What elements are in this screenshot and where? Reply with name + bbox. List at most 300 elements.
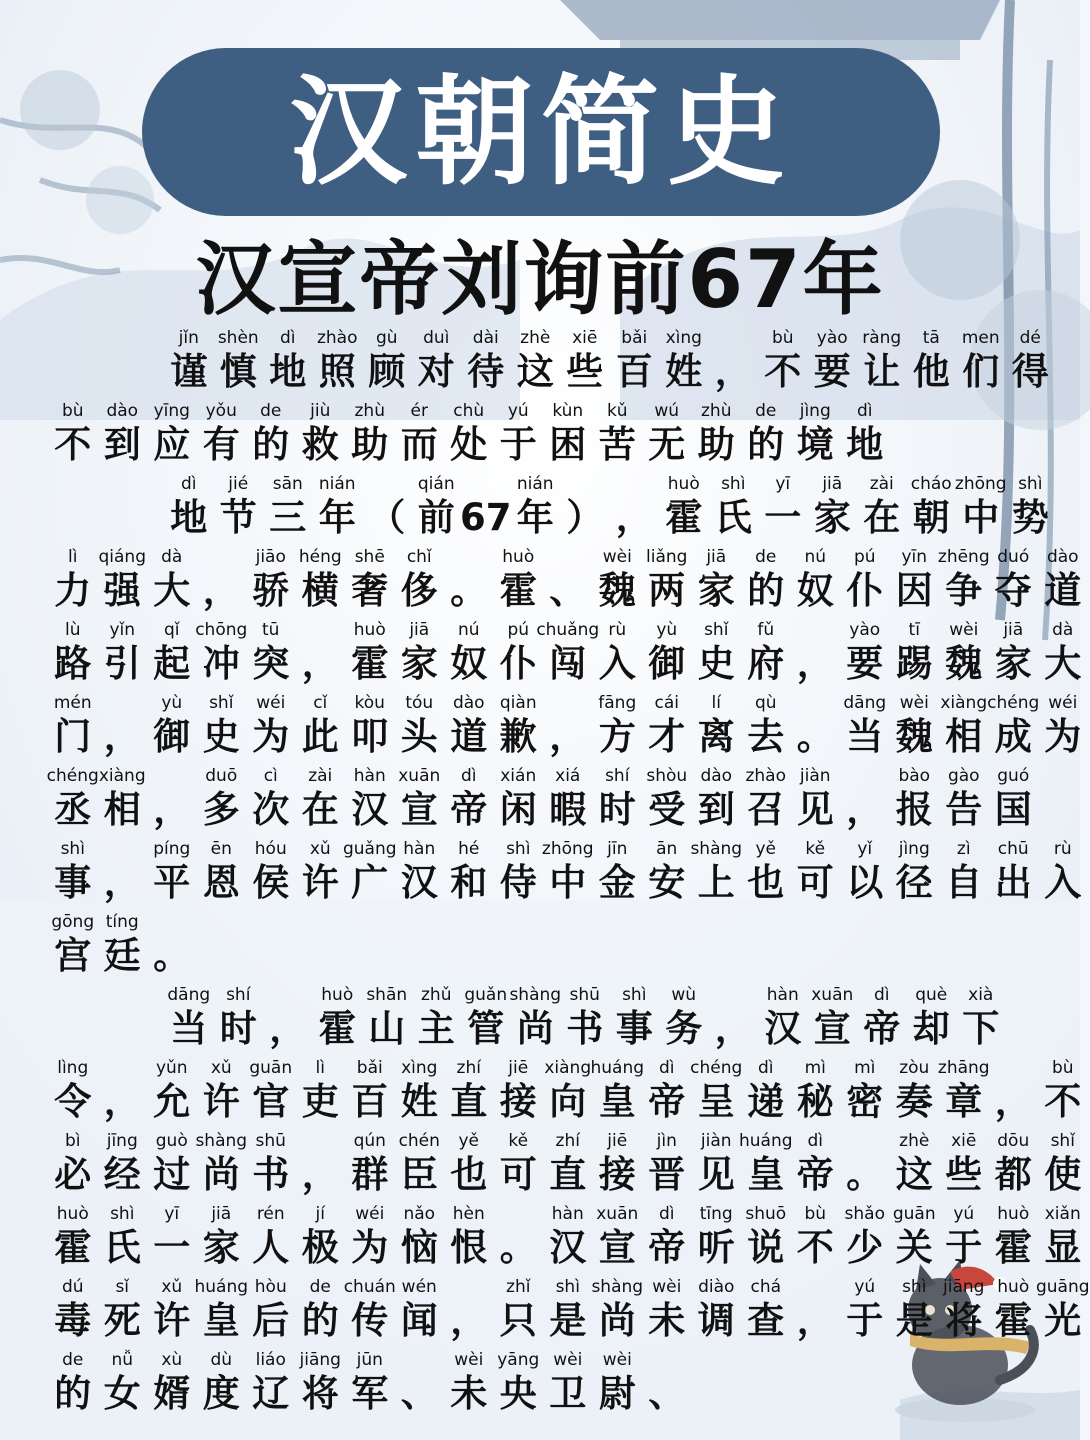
pinyin: tā <box>922 328 940 348</box>
pinyin: yào <box>849 620 881 640</box>
pinyin: wú <box>654 401 680 421</box>
char-cell <box>147 619 197 687</box>
hanzi: 因 <box>895 569 933 612</box>
pinyin: shì <box>1018 474 1043 494</box>
pinyin: zhōng <box>954 474 1007 494</box>
hanzi: ， <box>796 1299 834 1342</box>
hanzi: 可 <box>499 1153 537 1196</box>
hanzi: 百 <box>351 1080 389 1123</box>
hanzi: 也 <box>450 1153 488 1196</box>
pinyin: zhù <box>701 401 732 421</box>
char-cell <box>246 1057 296 1125</box>
char-cell <box>956 984 1006 1052</box>
hanzi: 平 <box>153 861 191 904</box>
char-cell <box>345 1203 395 1271</box>
pinyin: chén <box>398 1131 440 1151</box>
hanzi: 召 <box>747 788 785 831</box>
hanzi: 务 <box>665 1007 703 1050</box>
char-cell <box>345 1057 395 1125</box>
hanzi: 广 <box>351 861 389 904</box>
hanzi: ， <box>549 715 587 758</box>
hanzi: 奴 <box>450 642 488 685</box>
pinyin: dào <box>700 766 733 786</box>
pinyin: yǐn <box>109 620 136 640</box>
hanzi: 家 <box>202 1226 240 1269</box>
pinyin: chǐ <box>406 547 432 567</box>
char-cell <box>593 1203 643 1271</box>
text-line <box>48 979 1038 1052</box>
hanzi: 横 <box>301 569 339 612</box>
pinyin: shì <box>60 839 85 859</box>
char-cell <box>1038 619 1088 687</box>
char-cell <box>593 1276 643 1344</box>
hanzi: 管 <box>467 1007 505 1050</box>
pinyin: yú <box>507 401 529 421</box>
char-cell <box>890 1276 940 1344</box>
pinyin: bì <box>64 1131 81 1151</box>
hanzi: 许 <box>153 1299 191 1342</box>
char-cell <box>659 984 709 1052</box>
pinyin: qiàn <box>499 693 537 713</box>
char-cell <box>412 984 462 1052</box>
char-cell <box>246 1276 296 1344</box>
pinyin: guāng <box>1035 1277 1090 1297</box>
hanzi: 将 <box>301 1372 339 1415</box>
hanzi: 时 <box>219 1007 257 1050</box>
char-cell <box>543 692 593 760</box>
hanzi: 魏 <box>895 715 933 758</box>
char-cell <box>395 1057 445 1125</box>
char-cell <box>840 1276 890 1344</box>
char-cell <box>98 765 148 833</box>
pinyin: huò <box>56 1204 89 1224</box>
pinyin: kǔ <box>606 401 628 421</box>
pinyin: wèi <box>652 1277 682 1297</box>
char-cell <box>296 765 346 833</box>
hanzi: 助 <box>697 423 735 466</box>
pinyin: duì <box>423 328 450 348</box>
char-cell <box>709 984 759 1052</box>
char-cell <box>412 473 462 541</box>
pinyin: huò <box>353 620 386 640</box>
char-cell <box>989 838 1039 906</box>
pinyin: jiē <box>508 1058 529 1078</box>
hanzi: 的 <box>54 1372 92 1415</box>
hanzi: 国 <box>994 788 1032 831</box>
char-cell <box>593 546 643 614</box>
pinyin: dì <box>757 1058 774 1078</box>
hanzi: 丞 <box>54 788 92 831</box>
hanzi: 汉 <box>400 861 438 904</box>
pinyin: xuān <box>811 985 854 1005</box>
pinyin: jiāng <box>299 1350 341 1370</box>
pinyin: cì <box>263 766 278 786</box>
char-cell <box>48 838 98 906</box>
hanzi: 姓 <box>400 1080 438 1123</box>
char-cell <box>313 473 363 541</box>
pinyin: bù <box>771 328 794 348</box>
hanzi: 暇 <box>549 788 587 831</box>
pinyin: wéi <box>355 1204 385 1224</box>
hanzi: 魏 <box>598 569 636 612</box>
pinyin: shèn <box>217 328 259 348</box>
char-cell <box>296 1130 346 1198</box>
char-cell <box>989 1203 1039 1271</box>
hanzi: 家 <box>400 642 438 685</box>
char-cell <box>246 1130 296 1198</box>
hanzi: 帝 <box>863 1007 901 1050</box>
char-cell <box>263 984 313 1052</box>
pinyin: yī <box>775 474 791 494</box>
pinyin: guò <box>155 1131 188 1151</box>
char-cell <box>791 1203 841 1271</box>
char-cell <box>395 1349 445 1417</box>
char-cell <box>263 327 313 395</box>
char-cell <box>48 765 98 833</box>
char-cell <box>738 1130 793 1198</box>
pinyin: wèi <box>454 1350 484 1370</box>
hanzi: 少 <box>846 1226 884 1269</box>
pinyin: kě <box>508 1131 529 1151</box>
pinyin: pú <box>853 547 876 567</box>
hanzi: 67 <box>460 496 512 539</box>
hanzi: 见 <box>796 788 834 831</box>
hanzi: ， <box>153 788 191 831</box>
pinyin: de <box>62 1350 84 1370</box>
char-cell <box>709 327 759 395</box>
char-cell <box>791 765 841 833</box>
char-cell <box>808 327 858 395</box>
pinyin: wéi <box>256 693 286 713</box>
hanzi: 氏 <box>103 1226 141 1269</box>
pinyin: huò <box>997 1204 1030 1224</box>
char-cell <box>939 1276 989 1344</box>
char-cell <box>197 1203 247 1271</box>
hanzi: 为 <box>351 1226 389 1269</box>
pinyin: gù <box>375 328 398 348</box>
char-cell <box>593 400 643 468</box>
pinyin: bù <box>61 401 84 421</box>
pinyin: jīng <box>106 1131 138 1151</box>
hanzi: ， <box>714 1007 752 1050</box>
pinyin: jiē <box>607 1131 628 1151</box>
hanzi: 允 <box>153 1080 191 1123</box>
char-cell <box>444 1349 494 1417</box>
char-cell <box>791 400 841 468</box>
hanzi: 夺 <box>994 569 1032 612</box>
pinyin: mì <box>804 1058 826 1078</box>
hanzi: 恼 <box>400 1226 438 1269</box>
pinyin: de <box>755 401 777 421</box>
char-cell <box>560 984 610 1052</box>
pinyin: huò <box>997 1277 1030 1297</box>
pinyin: xiàng <box>98 766 146 786</box>
pinyin: shì <box>721 474 746 494</box>
text-line <box>48 1271 1090 1344</box>
char-cell <box>395 692 445 760</box>
pinyin: yīn <box>901 547 928 567</box>
hanzi: 氏 <box>714 496 752 539</box>
char-cell <box>197 1349 247 1417</box>
hanzi: 让 <box>863 350 901 393</box>
hanzi: 。 <box>450 569 488 612</box>
pinyin: chá <box>750 1277 782 1297</box>
char-cell <box>791 692 841 760</box>
char-cell <box>395 838 445 906</box>
hanzi: 女 <box>103 1372 141 1415</box>
hanzi: 臣 <box>400 1153 438 1196</box>
char-cell <box>840 1130 890 1198</box>
char-cell <box>345 400 395 468</box>
char-cell <box>494 400 544 468</box>
pinyin: guān <box>892 1204 936 1224</box>
char-cell <box>1038 692 1088 760</box>
hanzi: 歉 <box>499 715 537 758</box>
char-cell <box>296 1203 346 1271</box>
pinyin: xìng <box>665 328 702 348</box>
pinyin: zòu <box>899 1058 930 1078</box>
hanzi: ， <box>450 1299 488 1342</box>
char-cell <box>642 1130 692 1198</box>
char-cell <box>197 619 247 687</box>
pinyin: gào <box>947 766 980 786</box>
hanzi: 闲 <box>499 788 537 831</box>
hanzi: 见 <box>697 1153 735 1196</box>
hanzi: 霍 <box>499 569 537 612</box>
char-cell <box>197 1057 247 1125</box>
hanzi: 御 <box>648 642 686 685</box>
char-cell <box>989 1130 1039 1198</box>
pinyin: ān <box>656 839 678 859</box>
hanzi: 些 <box>566 350 604 393</box>
char-cell <box>444 1203 494 1271</box>
char-cell <box>890 1203 940 1271</box>
char-cell <box>197 692 247 760</box>
pinyin: shì <box>110 1204 135 1224</box>
hanzi: 府 <box>747 642 785 685</box>
hanzi: 仆 <box>499 642 537 685</box>
hanzi: 闯 <box>549 642 587 685</box>
hanzi: 年 <box>516 496 554 539</box>
pinyin: jiāng <box>943 1277 985 1297</box>
hanzi: 一 <box>764 496 802 539</box>
char-cell <box>147 546 197 614</box>
char-cell <box>197 400 247 468</box>
hanzi: 自 <box>945 861 983 904</box>
pinyin: shū <box>255 1131 286 1151</box>
pinyin: jiā <box>706 547 727 567</box>
char-cell <box>890 692 940 760</box>
hanzi: 引 <box>103 642 141 685</box>
hanzi: 照 <box>318 350 356 393</box>
char-cell <box>1038 1203 1088 1271</box>
pinyin: shí <box>605 766 630 786</box>
char-cell <box>246 546 296 614</box>
char-cell <box>48 400 98 468</box>
pinyin: fǔ <box>757 620 775 640</box>
hanzi: 皇 <box>747 1153 785 1196</box>
pinyin: qián <box>417 474 455 494</box>
hanzi: 朝 <box>912 496 950 539</box>
hanzi: 密 <box>846 1080 884 1123</box>
hanzi: 要 <box>813 350 851 393</box>
hanzi: 未 <box>450 1372 488 1415</box>
hanzi: 大 <box>1044 642 1082 685</box>
char-cell <box>560 327 610 395</box>
pinyin: chōng <box>195 620 248 640</box>
pinyin: dì <box>856 401 873 421</box>
hanzi: 霍 <box>318 1007 356 1050</box>
char-cell <box>939 765 989 833</box>
char-cell <box>989 1057 1039 1125</box>
hanzi: 。 <box>846 1153 884 1196</box>
char-cell <box>313 327 363 395</box>
pinyin: dào <box>452 693 485 713</box>
hanzi: 地 <box>170 496 208 539</box>
pinyin: dù <box>210 1350 233 1370</box>
pinyin: guǎn <box>464 985 508 1005</box>
char-cell <box>808 984 858 1052</box>
pinyin: dì <box>807 1131 823 1151</box>
hanzi: 尚 <box>516 1007 554 1050</box>
pinyin: xiá <box>555 766 581 786</box>
hanzi: 接 <box>499 1080 537 1123</box>
char-cell <box>907 327 957 395</box>
char-cell <box>989 692 1039 760</box>
pinyin: shē <box>354 547 385 567</box>
pinyin: shì <box>622 985 647 1005</box>
char-cell <box>642 838 692 906</box>
char-cell <box>808 473 858 541</box>
pinyin: tóu <box>405 693 434 713</box>
char-cell <box>692 1057 742 1125</box>
char-cell <box>593 1349 643 1417</box>
hanzi: 为 <box>252 715 290 758</box>
hanzi: 许 <box>202 1080 240 1123</box>
hanzi: 才 <box>648 715 686 758</box>
pinyin: ràng <box>862 328 902 348</box>
pinyin: lìng <box>57 1058 89 1078</box>
char-cell <box>194 1276 249 1344</box>
pinyin: tīng <box>699 1204 733 1224</box>
pinyin: wèi <box>949 620 979 640</box>
hanzi: 而 <box>400 423 438 466</box>
hanzi: 告 <box>945 788 983 831</box>
pinyin: zhào <box>316 328 358 348</box>
hanzi: 书 <box>252 1153 290 1196</box>
pinyin: rén <box>256 1204 285 1224</box>
pinyin: shì <box>555 1277 580 1297</box>
pinyin: dì <box>658 1058 675 1078</box>
hanzi: 霍 <box>994 1299 1032 1342</box>
pinyin: wèi <box>553 1350 583 1370</box>
char-cell <box>543 1276 593 1344</box>
hanzi: 叩 <box>351 715 389 758</box>
char-cell <box>345 692 395 760</box>
hanzi: 的 <box>747 569 785 612</box>
char-cell <box>98 400 148 468</box>
pinyin: zhào <box>745 766 787 786</box>
pinyin: bǎi <box>356 1058 383 1078</box>
pinyin: wéi <box>1048 693 1078 713</box>
hanzi: 这 <box>516 350 554 393</box>
char-cell <box>461 984 511 1052</box>
char-cell <box>1038 1130 1088 1198</box>
text-line <box>48 687 1082 760</box>
char-cell <box>147 1057 197 1125</box>
char-cell <box>345 1130 395 1198</box>
char-cell <box>147 1349 197 1417</box>
pinyin: men <box>961 328 1000 348</box>
pinyin: wèi <box>602 547 632 567</box>
char-cell <box>590 1057 645 1125</box>
text-line <box>48 1125 1082 1198</box>
char-cell <box>246 838 296 906</box>
pinyin: huáng <box>738 1131 793 1151</box>
text-line <box>48 1198 1082 1271</box>
char-cell <box>214 327 264 395</box>
char-cell <box>345 1276 395 1344</box>
hanzi: 帝 <box>648 1226 686 1269</box>
char-cell <box>939 1130 989 1198</box>
char-cell <box>98 1130 148 1198</box>
pinyin: xiē <box>572 328 598 348</box>
char-cell <box>395 765 445 833</box>
char-cell <box>989 619 1039 687</box>
char-cell <box>345 619 395 687</box>
hanzi: 和 <box>450 861 488 904</box>
char-cell <box>642 1057 692 1125</box>
hanzi: 中 <box>549 861 587 904</box>
hanzi: 使 <box>1044 1153 1082 1196</box>
hanzi: 直 <box>450 1080 488 1123</box>
char-cell <box>48 911 98 979</box>
pinyin: hèn <box>452 1204 485 1224</box>
hanzi: 年 <box>318 496 356 539</box>
hanzi: 调 <box>697 1299 735 1342</box>
char-cell <box>444 1130 494 1198</box>
pinyin: dāng <box>843 693 887 713</box>
char-cell <box>345 1349 395 1417</box>
char-cell <box>939 1057 989 1125</box>
char-cell <box>246 1349 296 1417</box>
pinyin: shǐ <box>209 693 234 713</box>
hanzi: 受 <box>648 788 686 831</box>
hanzi: ， <box>714 350 752 393</box>
hanzi: 相 <box>103 788 141 831</box>
hanzi: 御 <box>153 715 191 758</box>
pinyin: diào <box>698 1277 735 1297</box>
hanzi: 当 <box>170 1007 208 1050</box>
text-line <box>48 906 1038 979</box>
char-cell <box>313 984 363 1052</box>
hanzi: 却 <box>912 1007 950 1050</box>
hanzi: 恩 <box>202 861 240 904</box>
char-cell <box>246 1203 296 1271</box>
char-cell <box>444 1276 494 1344</box>
hanzi: 侍 <box>499 861 537 904</box>
hanzi: 成 <box>994 715 1032 758</box>
pinyin: jiàn <box>799 766 831 786</box>
char-cell <box>147 1130 197 1198</box>
pinyin: wén <box>401 1277 437 1297</box>
char-cell <box>692 400 742 468</box>
char-cell <box>147 765 197 833</box>
char-cell <box>741 838 791 906</box>
pinyin: jié <box>228 474 249 494</box>
pinyin: qiáng <box>98 547 146 567</box>
pinyin: zhí <box>456 1058 481 1078</box>
